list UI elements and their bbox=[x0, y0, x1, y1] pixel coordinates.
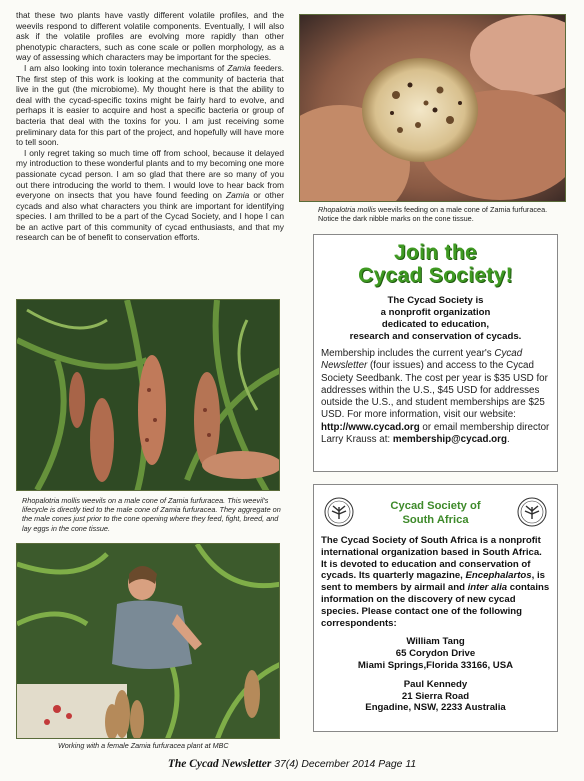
article-paragraph: I am also looking into toxin tolerance mechanisms of Zamia feeders. The first step of this work is looking at the community of bacteria that live in the gut (the microbiome). My thought here is that the ability to deal with the cycad-specific toxins might be fairly hard to evolve, and perhaps it is easier to acquire and host a specific bacteria or group of bacteria that deal with the toxins for you. I am just receiving some preliminary data for this part of the project, and hopefully will have more to tell soon. bbox=[16, 62, 284, 148]
society-emblem-icon bbox=[324, 497, 354, 527]
website-link[interactable]: http://www.cycad.org bbox=[321, 421, 420, 433]
join-subtitle: The Cycad Society is a nonprofit organization dedicated to education, research and conservation of cycads. bbox=[349, 295, 522, 342]
join-cycad-society-box bbox=[313, 234, 558, 472]
weevil-cone-photo bbox=[299, 14, 566, 202]
society-emblem-icon bbox=[517, 497, 547, 527]
contact-address: Paul Kennedy 21 Sierra Road Engadine, NSW, 2233 Australia bbox=[365, 678, 506, 714]
issue-info: 37(4) December 2014 Page 11 bbox=[271, 759, 417, 770]
join-title: Join the Cycad Society! bbox=[358, 241, 513, 287]
join-body-text: Membership includes the current year's Cycad Newsletter (four issues) and access to the Cycad Society Seedbank. The cost per year is $35 USD for addresses within the U.S., $45 USD for addresses outside the U.S., and student memberships are $25 USD. For more information, visit our website: http://www.cycad.org or email membership director Larry Krauss at: membership@cycad.org. bbox=[321, 348, 550, 446]
male-cone-photo bbox=[16, 299, 280, 491]
page-footer bbox=[0, 758, 584, 770]
contact-address: William Tang 65 Corydon Drive Miami Springs,Florida 33166, USA bbox=[357, 636, 514, 671]
sa-body-text: The Cycad Society of South Africa is a nonprofit international organization based in South Africa. It is devoted to education and conservation of cycads. Its quarterly magazine, Encephalartos, is sent to members by airmail and inter alia contains information on the discovery of new cycad species. Please contact one of the following correspondents: bbox=[321, 535, 550, 629]
researcher-illustration bbox=[17, 544, 280, 739]
article-body-column bbox=[16, 10, 284, 243]
researcher-caption: Working with a female Zamia furfuracea plant at MBC bbox=[58, 741, 229, 750]
weevil-cone-caption: Rhopalotria mollis weevils feeding on a male cone of Zamia furfuracea. Notice the dark nibble marks on the cone tissue. bbox=[318, 205, 548, 224]
weevil-cone-illustration bbox=[300, 15, 566, 202]
article-paragraph: I only regret taking so much time off from school, because it delayed my introduction to these wonderful plants and to my becoming one more passionate cycad person. I am so glad that there are so many of you out there introducing the world to them. I would love to hear back from everyone on insects that you have found feeding on Zamia or other cycads and also what characters you think are important for identifying species. I am thrilled to be a part of the Cycad Society, and I hope I can be an active part of this community of cycad enthusiasts, and that my research can be of benefit to conservation efforts. bbox=[16, 147, 284, 243]
membership-email-link[interactable]: membership@cycad.org bbox=[392, 434, 507, 446]
male-cone-illustration bbox=[17, 300, 280, 491]
sa-title: Cycad Society of South Africa bbox=[390, 500, 481, 526]
male-cone-caption: Rhopalotria mollis weevils on a male cone of Zamia furfuracea. This weevil's lifecycle is directly tied to the male cone of Zamia furfuracea. They aggregate on the male cones just prior to the cone opening where they feed, fight, breed, and lay eggs in the cone tissue. bbox=[22, 496, 281, 533]
researcher-photo bbox=[16, 543, 280, 739]
cycad-society-south-africa-box bbox=[313, 484, 558, 732]
article-paragraph: that these two plants have vastly different volatile profiles, and the weevils respond to different volatile components. Eventually, I will also ask if the volatile profiles are evolving more rapidly than other phenotypic characters, such as cone scale or pollen morphology, as a way of assessing which characters may be important for the species. bbox=[16, 10, 284, 63]
newsletter-name: The Cycad Newsletter bbox=[167, 758, 272, 770]
